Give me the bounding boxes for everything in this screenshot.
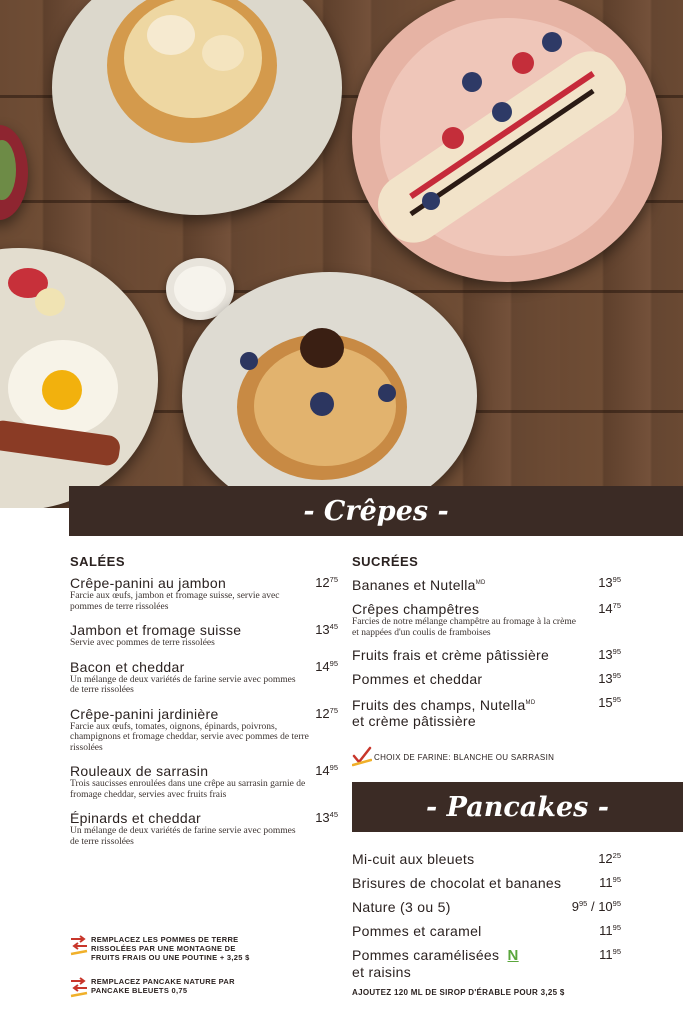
- item-price: $14^{95}$: [315, 658, 338, 674]
- check-icon: [352, 746, 372, 768]
- item-name-line2: et crème pâtissière: [352, 713, 476, 729]
- sucrees-heading: SUCRÉES: [352, 554, 419, 569]
- substitution-note-1: [70, 935, 270, 962]
- pancake-chocolate-plate: [182, 272, 477, 508]
- item-name: Fruits frais et crème pâtissière: [352, 647, 550, 663]
- menu-item: [70, 575, 338, 612]
- item-description: Farcies de notre mélange champêtre au fromage à la crème et nappées d'un coulis de framboises: [352, 617, 576, 638]
- crepes-title-band: [69, 486, 683, 536]
- pancake-apple-plate: [52, 0, 342, 215]
- substitution-note-1-text: REMPLACEZ LES POMMES DE TERRE RISSOLÉES PAR UNE MONTAGNE DE FRUITS FRAIS OU UNE POUTINE + 3,25 $: [91, 935, 250, 962]
- syrup-note: AJOUTEZ 120 ML DE SIROP D'ÉRABLE POUR 3,25 $: [352, 988, 565, 997]
- item-name: Mi-cuit aux bleuets: [352, 851, 475, 867]
- menu-item: [352, 899, 621, 915]
- pancakes-title-band: [352, 782, 683, 832]
- item-name: Pommes et caramel: [352, 923, 482, 939]
- menu-item: [352, 601, 621, 638]
- item-price: $11^{95}$: [599, 947, 621, 962]
- swap-arrows-icon: [70, 935, 88, 957]
- item-description: Farcie aux œufs, jambon et fromage suisse, servie avec pommes de terre rissolées: [70, 591, 280, 612]
- item-name: Brisures de chocolat et bananes: [352, 875, 562, 891]
- item-price: $9^{95} / 10^{95}$: [571, 899, 621, 914]
- substitution-note-2-text: REMPLACEZ PANCAKE NATURE PAR PANCAKE BLEUETS 0,75: [91, 977, 235, 995]
- menu-item: [352, 851, 621, 867]
- item-price: $13^{95}$: [598, 671, 621, 686]
- item-name: Bacon et cheddar: [70, 658, 185, 675]
- item-name: Crêpe-panini au jambon: [70, 575, 227, 591]
- item-name: Pommes caramélisées: [352, 947, 500, 963]
- item-description: Trois saucisses enroulées dans une crêpe au sarrasin garnie de fromage cheddar, servies avec fruits frais: [70, 779, 306, 800]
- item-price: $15^{95}$: [598, 695, 621, 710]
- salees-column: [70, 554, 338, 847]
- flour-note: [352, 746, 632, 770]
- item-name: Crêpes champêtres: [352, 601, 480, 617]
- item-price: $14^{95}$: [315, 763, 338, 778]
- menu-item: [352, 875, 621, 891]
- item-name: Pommes et cheddar: [352, 671, 483, 687]
- trademark-mark: MD: [475, 580, 486, 586]
- menu-item: [70, 659, 338, 696]
- menu-item: [70, 706, 338, 754]
- food-photo: [0, 0, 683, 508]
- item-description: Farcie aux œufs, tomates, oignons, épinards, poivrons, champignons et fromage cheddar, servie avec pommes de terre rissolées: [70, 721, 309, 753]
- item-name: Nature (3 ou 5): [352, 899, 451, 915]
- item-price: $13^{45}$: [315, 622, 338, 637]
- menu-item: [352, 647, 621, 663]
- menu-item: [70, 622, 338, 649]
- item-price: $12^{75}$: [315, 575, 338, 590]
- menu-item: [352, 671, 621, 687]
- item-price: $14^{75}$: [598, 601, 621, 616]
- breakfast-plate: [0, 248, 158, 508]
- item-name-line2: et raisins: [352, 964, 412, 980]
- flour-note-text: CHOIX DE FARINE: BLANCHE OU SARRASIN: [374, 753, 555, 762]
- item-description: Un mélange de deux variétés de farine servie avec pommes de terre rissolées: [70, 826, 296, 847]
- menu-item: [70, 810, 338, 847]
- menu-item: [352, 575, 621, 593]
- menu-item: [70, 763, 338, 800]
- crepe-berry-plate: [352, 0, 662, 282]
- sucrees-column: [352, 554, 621, 729]
- salees-heading: SALÉES: [70, 554, 126, 569]
- menu-item: [352, 695, 621, 729]
- item-price: $13^{95}$: [598, 575, 621, 590]
- trademark-mark: MD: [525, 700, 536, 706]
- item-name: Fruits des champs, Nutella: [352, 697, 526, 713]
- crepes-title: - Crêpes -: [303, 495, 449, 527]
- substitution-note-2: [70, 977, 270, 995]
- pancakes-column: [352, 851, 621, 980]
- swap-arrows-icon: [70, 977, 88, 999]
- item-price: $12^{75}$: [315, 705, 338, 721]
- menu-item: [352, 947, 621, 980]
- item-name: Crêpe-panini jardinière: [70, 705, 219, 722]
- item-description: Un mélange de deux variétés de farine servie avec pommes de terre rissolées: [70, 674, 296, 695]
- item-price: $12^{25}$: [598, 851, 621, 866]
- item-name: Bananes et Nutella: [352, 577, 476, 593]
- item-price: $11^{95}$: [599, 875, 621, 890]
- item-name: Jambon et fromage suisse: [70, 622, 242, 638]
- menu-item: [352, 923, 621, 939]
- item-name: Rouleaux de sarrasin: [70, 763, 209, 779]
- item-name: Épinards et cheddar: [70, 810, 202, 826]
- new-badge-icon: N: [507, 947, 519, 964]
- item-price: $13^{95}$: [598, 647, 621, 662]
- item-price: $11^{95}$: [599, 923, 621, 938]
- item-price: $13^{45}$: [315, 810, 338, 825]
- pancakes-title: - Pancakes -: [426, 791, 609, 823]
- item-description: Servie avec pommes de terre rissolées: [70, 638, 215, 648]
